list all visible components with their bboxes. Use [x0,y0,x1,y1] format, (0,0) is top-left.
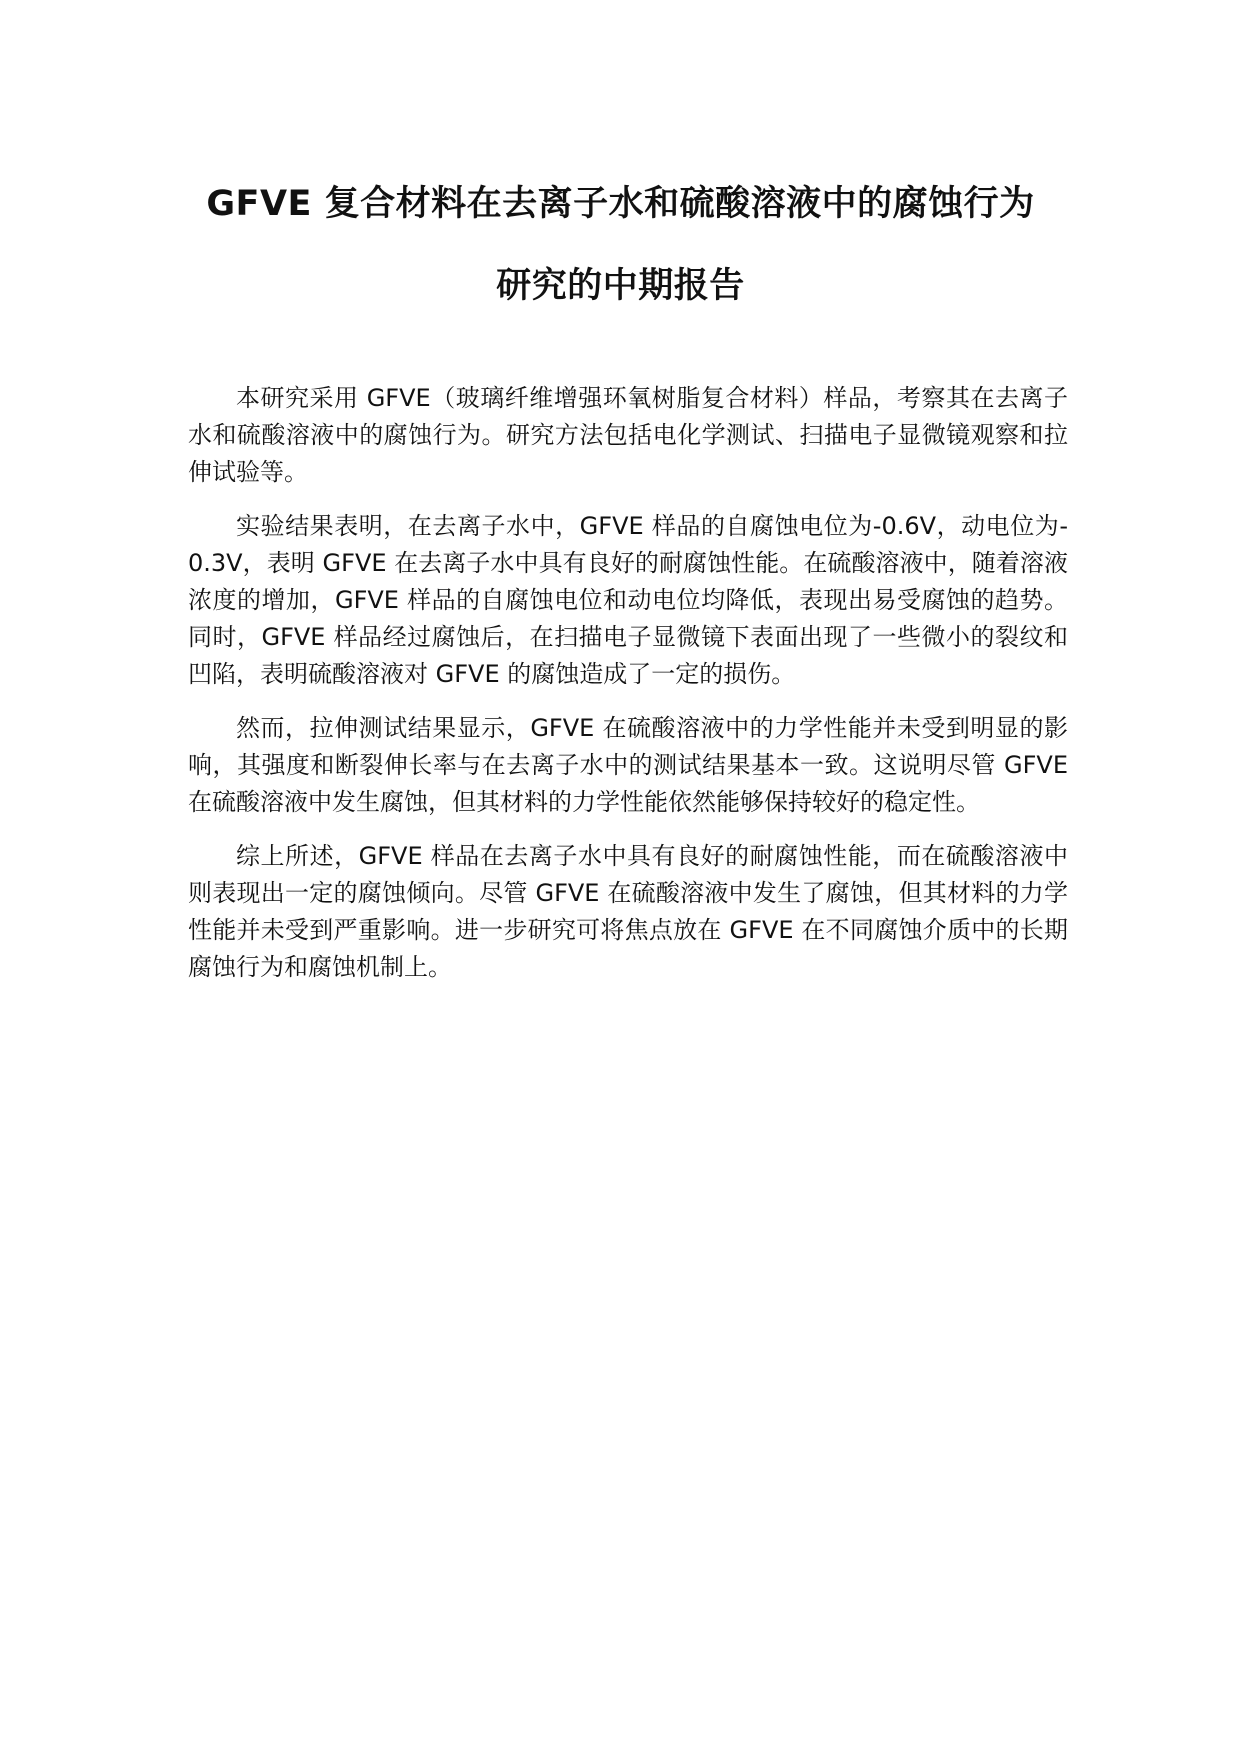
document-title-line-1: GFVE 复合材料在去离子水和硫酸溶液中的腐蚀行为 [206,184,1035,224]
document-title-line-2: 研究的中期报告 [496,266,745,306]
paragraph-mechanical-tests: 然而，拉伸测试结果显示，GFVE 在硫酸溶液中的力学性能并未受到明显的影响，其强度和断裂伸长率与在去离子水中的测试结果基本一致。这说明尽管 GFVE 在硫酸溶液中发生腐蚀，但其材料的力学性能依然能够保持较好的稳定性。 [188,714,1068,816]
paragraph-results: 实验结果表明，在去离子水中，GFVE 样品的自腐蚀电位为-0.6V，动电位为-0.3V，表明 GFVE 在去离子水中具有良好的耐腐蚀性能。在硫酸溶液中，随着溶液浓度的增加，GFVE 样品的自腐蚀电位和动电位均降低，表现出易受腐蚀的趋势。同时，GFVE 样品经过腐蚀后，在扫描电子显微镜下表面出现了一些微小的裂纹和凹陷，表明硫酸溶液对 GFVE 的腐蚀造成了一定的损伤。 [188,512,1068,688]
paragraph-conclusion: 综上所述，GFVE 样品在去离子水中具有良好的耐腐蚀性能，而在硫酸溶液中则表现出一定的腐蚀倾向。尽管 GFVE 在硫酸溶液中发生了腐蚀，但其材料的力学性能并未受到严重影响。进一步研究可将焦点放在 GFVE 在不同腐蚀介质中的长期腐蚀行为和腐蚀机制上。 [188,842,1068,981]
paragraph-introduction: 本研究采用 GFVE（玻璃纤维增强环氧树脂复合材料）样品，考察其在去离子水和硫酸溶液中的腐蚀行为。研究方法包括电化学测试、扫描电子显微镜观察和拉伸试验等。 [188,384,1068,486]
document-body [188,380,1068,1003]
